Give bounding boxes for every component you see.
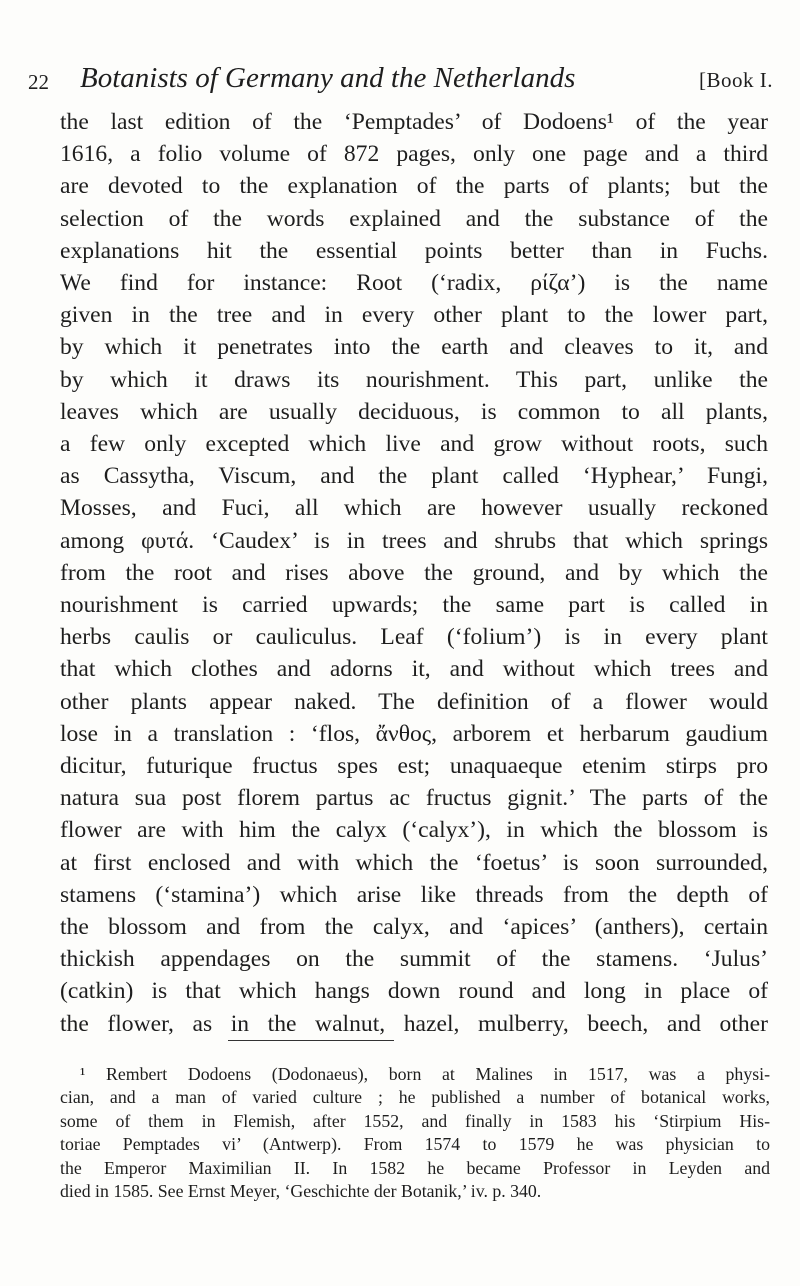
body-line: by which it draws its nourishment. This part, unlike the xyxy=(60,366,768,393)
footnote-line: cian, and a man of varied culture ; he published a number of botanical works, xyxy=(60,1087,770,1108)
body-line: thickish appendages on the summit of the stamens. ‘Julus’ xyxy=(60,946,768,973)
body-line: the last edition of the ‘Pemptades’ of Dodoens¹ of the year xyxy=(60,109,768,135)
body-line: (catkin) is that which hangs down round and long in place of xyxy=(60,978,768,1005)
body-line: lose in a translation : ‘flos, ἄνθος, arborem et herbarum gaudium xyxy=(60,720,768,747)
body-line: explanations hit the essential points better than in Fuchs. xyxy=(60,237,768,264)
body-line: stamens (‘stamina’) which arise like threads from the depth of xyxy=(60,881,768,908)
body-line: the blossom and from the calyx, and ‘apices’ (anthers), certain xyxy=(60,914,768,941)
body-line: natura sua post florem partus ac fructus gignit.’ The parts of the xyxy=(60,785,768,812)
body-line: a few only excepted which live and grow without roots, such xyxy=(60,431,768,458)
footnote xyxy=(60,1063,770,1203)
body-line: 1616, a folio volume of 872 pages, only one page and a third xyxy=(60,141,768,168)
body-line: are devoted to the explanation of the parts of plants; but the xyxy=(60,173,768,200)
footnote-rule xyxy=(228,1040,394,1041)
body-line: dicitur, futurique fructus spes est; unaquaeque etenim stirps pro xyxy=(60,753,768,780)
body-line: as Cassytha, Viscum, and the plant called ‘Hyphear,’ Fungi, xyxy=(60,463,768,490)
footnote-line: the Emperor Maximilian II. In 1582 he became Professor in Leyden and xyxy=(60,1157,770,1178)
body-line: herbs caulis or cauliculus. Leaf (‘folium’) is in every plant xyxy=(60,624,768,651)
book-label: [Book I. xyxy=(699,68,773,92)
body-line: by which it penetrates into the earth and cleaves to it, and xyxy=(60,334,768,361)
body-line: leaves which are usually deciduous, is common to all plants, xyxy=(60,398,768,425)
footnote-line: some of them in Flemish, after 1552, and finally in 1583 his ‘Stirpium His- xyxy=(60,1110,770,1131)
body-line: given in the tree and in every other plant to the lower part, xyxy=(60,302,768,329)
body-line: Mosses, and Fuci, all which are however usually reckoned xyxy=(60,495,768,522)
footnote-line: ¹ Rembert Dodoens (Dodonaeus), born at Malines in 1517, was a physi- xyxy=(80,1064,770,1084)
body-line: flower are with him the calyx (‘calyx’), in which the blossom is xyxy=(60,817,768,844)
running-title: Botanists of Germany and the Netherlands xyxy=(80,62,576,94)
footnote-line: toriae Pemptades vi’ (Antwerp). From 1574 to 1579 he was physician to xyxy=(60,1134,770,1155)
body-line: nourishment is carried upwards; the same part is called in xyxy=(60,592,768,619)
body-line: from the root and rises above the ground, and by which the xyxy=(60,559,768,586)
body-text xyxy=(60,106,768,1040)
body-line: the flower, as in the walnut, hazel, mulberry, beech, and other xyxy=(60,1010,768,1037)
body-line: selection of the words explained and the substance of the xyxy=(60,205,768,232)
body-line: other plants appear naked. The definition of a flower would xyxy=(60,688,768,715)
body-line: among φυτά. ‘Caudex’ is in trees and shrubs that which springs xyxy=(60,527,768,554)
footnote-line: died in 1585. See Ernst Meyer, ‘Geschichte der Botanik,’ iv. p. 340. xyxy=(60,1181,542,1202)
body-line: We find for instance: Root (‘radix, ρίζα’) is the name xyxy=(60,270,768,297)
running-head xyxy=(28,62,773,98)
page-number: 22 xyxy=(28,70,49,94)
body-line: that which clothes and adorns it, and without which trees and xyxy=(60,656,768,683)
body-line: at first enclosed and with which the ‘foetus’ is soon surrounded, xyxy=(60,849,768,876)
